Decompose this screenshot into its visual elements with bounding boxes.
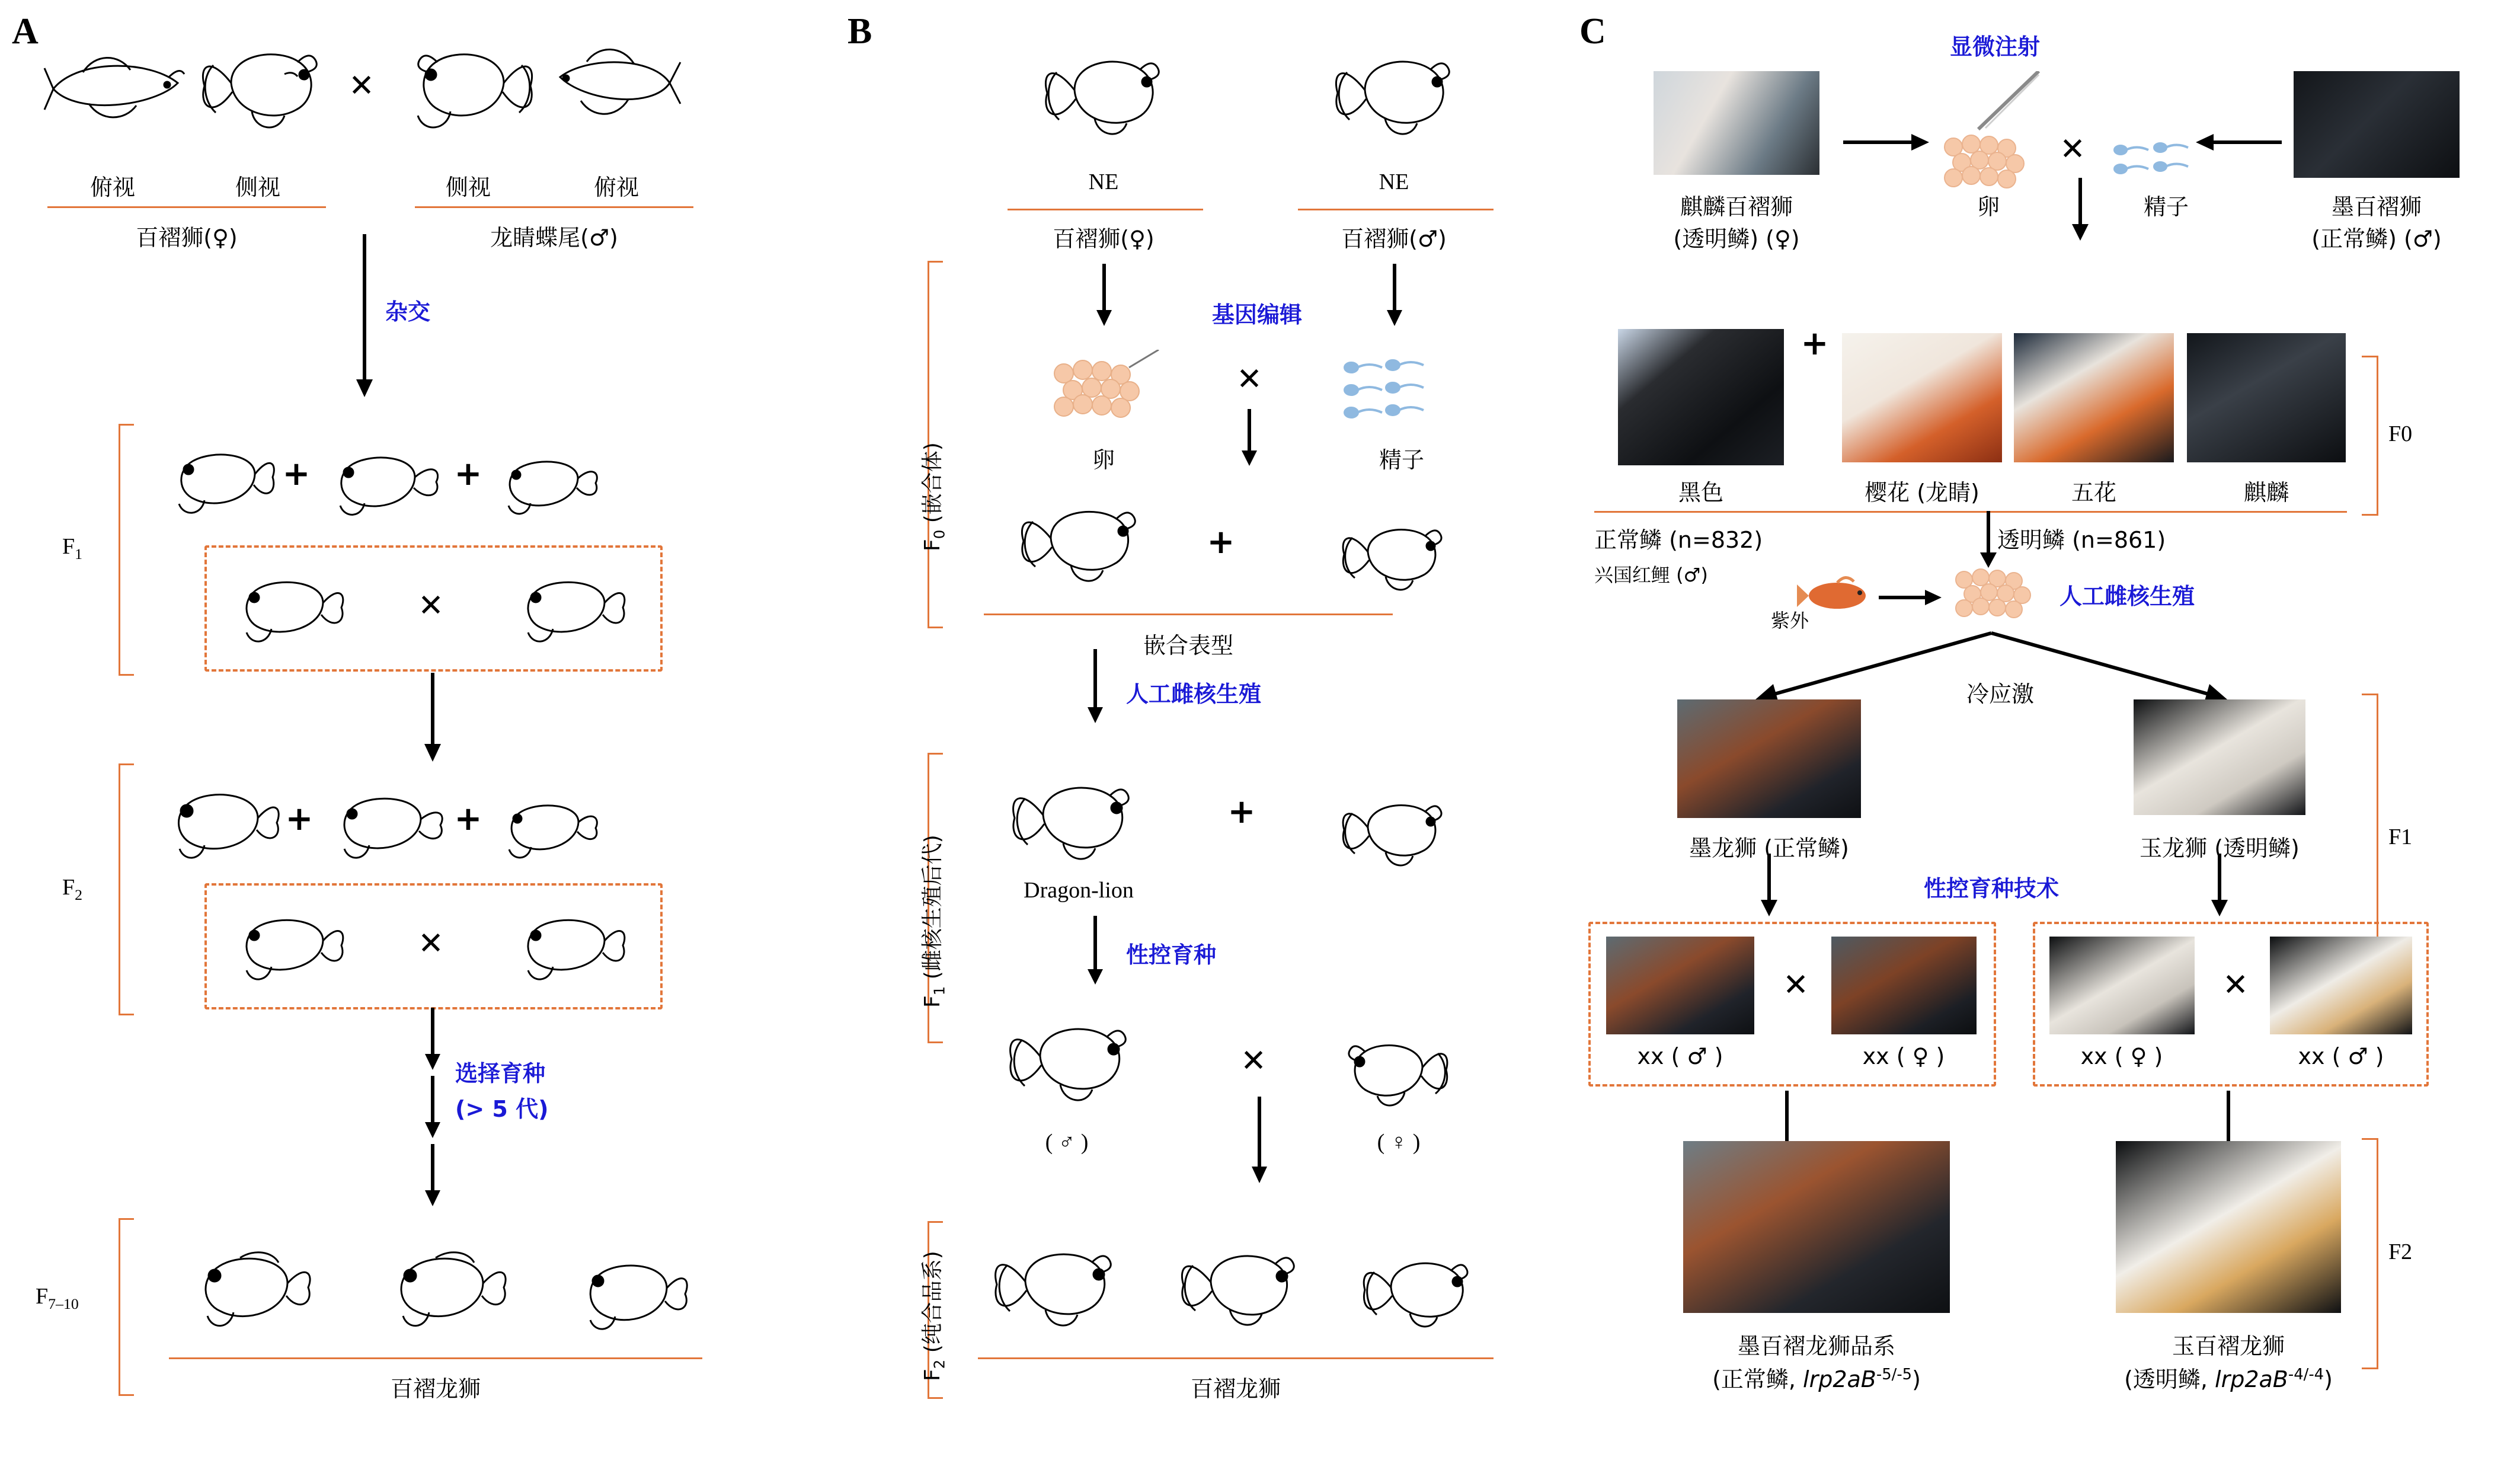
fish-schematic-f2-2 (323, 777, 447, 868)
arrow-f1-left-down (1757, 854, 1781, 919)
bracket-f2-line (119, 763, 120, 1015)
label-cross-right-male: xx ( ♂ ) (2298, 1043, 2384, 1069)
photo-f2-left (1683, 1141, 1950, 1313)
label-hybridization: 杂交 (385, 299, 431, 325)
label-uv: 紫外 (1770, 609, 1809, 632)
label-view-dorsal-1: 俯视 (89, 174, 136, 200)
arrow-selection-3 (421, 1144, 444, 1209)
f2-right-allele: -4/-4 (2288, 1366, 2324, 1384)
cross-symbol-f1: ✕ (418, 588, 444, 624)
bracket-b-f1-top (928, 753, 943, 755)
cross-symbol-c-left: ✕ (1783, 967, 1809, 1003)
label-cross-right-female: xx ( ♀ ) (2080, 1043, 2163, 1069)
bracket-f1-line (119, 424, 120, 676)
rule-b-f0 (984, 614, 1393, 615)
f2-right-gene: lrp2aB (2215, 1366, 2288, 1392)
fish-schematic-b-f0-2 (1333, 507, 1452, 596)
photo-f0-black (1618, 329, 1784, 465)
label-view-lateral-2: 侧视 (445, 174, 491, 200)
bracket-b-f2-top (928, 1221, 943, 1223)
plus-f2-2: + (454, 800, 482, 838)
rule-b-parent-left (1008, 209, 1203, 210)
label-f0-black: 黑色 (1678, 480, 1724, 506)
label-c-f2: F2 (2388, 1239, 2413, 1264)
bracket-f1-bottom (119, 674, 134, 676)
panel-letter-c: C (1579, 11, 1606, 52)
plus-c-f0: + (1801, 324, 1829, 363)
photo-f0-wuhua (2014, 333, 2174, 462)
label-b-female-mark: ( ♀ ) (1377, 1130, 1421, 1155)
label-generation-f710: $F_{7-10}$ (36, 1284, 79, 1313)
arrow-b-fertilize (1239, 409, 1260, 468)
panel-letter-b: B (848, 11, 872, 52)
carp-photo-icon (1796, 569, 1885, 622)
label-f0-wuhua: 五花 (2071, 480, 2117, 506)
label-parent-female-a: 百褶狮(♀) (136, 225, 238, 251)
label-f2-right-line1: 玉百褶龙狮 (2172, 1333, 2285, 1359)
cross-symbol-a1: ✕ (348, 68, 375, 104)
fish-schematic-a-top-2 (196, 30, 332, 142)
label-gene-editing: 基因编辑 (1212, 302, 1303, 328)
label-b-parent-male: 百褶狮(♂) (1341, 226, 1447, 252)
bracket-c-f2-line (2377, 1138, 2378, 1369)
bracket-b-f0-top (928, 261, 943, 263)
plus-b-f0: + (1207, 523, 1235, 561)
bracket-f710-line (119, 1218, 120, 1396)
rule-c-f0 (1594, 511, 2347, 513)
arrow-c-to-egg (1843, 127, 1932, 157)
bracket-b-f1-bottom (928, 1041, 943, 1043)
photo-cross-right-female (2049, 937, 2195, 1034)
label-b-sex-control: 性控育种 (1126, 942, 1217, 968)
label-c-egg: 卵 (1977, 194, 2000, 220)
label-c-gynogenesis: 人工雌核生殖 (2060, 583, 2195, 609)
fish-schematic-f1-3 (489, 442, 607, 525)
fish-schematic-b-parent-l (1034, 36, 1171, 142)
arrow-f1-to-f2 (421, 673, 444, 765)
bracket-f2-bottom (119, 1014, 134, 1015)
label-ne-left: NE (1088, 170, 1119, 194)
label-c-f1: F1 (2388, 825, 2413, 849)
label-b-male-mark: ( ♂ ) (1045, 1130, 1089, 1155)
f2-right-scale-pre: (透明鳞, (2124, 1366, 2215, 1392)
fish-schematic-f2-cross-l (225, 898, 350, 990)
fish-schematic-a-top-3 (403, 30, 539, 142)
label-dragon-lion: Dragon-lion (1024, 878, 1134, 903)
bracket-f710-bottom (119, 1394, 134, 1396)
photo-black-father (2294, 71, 2460, 178)
fish-schematic-f710-2 (379, 1233, 516, 1340)
arrow-b-egg (1093, 264, 1115, 329)
label-view-dorsal-2: 俯视 (593, 174, 639, 200)
fish-schematic-b-f1-1 (1002, 762, 1141, 868)
label-c-sperm: 精子 (2143, 194, 2189, 220)
label-b-f2: $F_2$ (纯合品系) (920, 1251, 948, 1381)
fish-schematic-f710-3 (569, 1242, 696, 1340)
plus-f1-1: + (282, 455, 311, 493)
arrow-selection-2 (421, 1076, 444, 1141)
fish-schematic-a-top-1 (41, 41, 196, 130)
label-chimera-phenotype: 嵌合表型 (1143, 632, 1234, 659)
cross-symbol-f2: ✕ (418, 926, 444, 961)
label-microinjection: 显微注射 (1950, 34, 2041, 60)
label-selective-breeding: 选择育种 (455, 1060, 546, 1087)
photo-f0-kirin (2187, 333, 2346, 462)
fish-schematic-f1-cross-r (507, 560, 631, 652)
bracket-c-f2-top (2362, 1138, 2377, 1140)
arrow-c-to-gyno (1977, 511, 2000, 570)
sperm-cluster-c (2110, 139, 2222, 187)
f2-left-scale-pre: (正常鳞, (1712, 1366, 1803, 1392)
label-b-parent-female: 百褶狮(♀) (1053, 226, 1155, 252)
f2-left-gene: lrp2aB (1803, 1366, 1876, 1392)
arrow-c-fertilize (2068, 178, 2092, 243)
f2-right-scale-post: ) (2324, 1366, 2333, 1392)
photo-cross-left-female (1831, 937, 1977, 1034)
label-f2-right-line2 (2124, 1361, 2333, 1394)
label-ne-right: NE (1379, 170, 1409, 194)
egg-cluster-c (1938, 129, 2039, 194)
label-sex-control-tech: 性控育种技术 (1923, 876, 2060, 902)
label-father-line2: (正常鳞) (♂) (2311, 226, 2442, 252)
cross-symbol-c1: ✕ (2060, 132, 2086, 167)
fish-schematic-a-top-4 (545, 36, 687, 136)
fish-schematic-f2-cross-r (507, 898, 631, 990)
fish-schematic-f2-3 (491, 785, 606, 868)
label-b-sperm: 精子 (1379, 447, 1425, 473)
egg-cluster-b (1046, 350, 1165, 427)
rule-b-parent-right (1298, 209, 1494, 210)
label-father-line1: 墨百褶狮 (2331, 194, 2422, 220)
label-transparent-scale-count: 透明鳞 (n=861) (1997, 527, 2166, 553)
arrow-b-gynogenesis (1085, 649, 1106, 726)
label-b-gynogenesis: 人工雌核生殖 (1126, 681, 1262, 707)
photo-f1-black-dragon (1677, 699, 1861, 818)
cross-symbol-c-right: ✕ (2222, 967, 2249, 1003)
label-f2-left-line1: 墨百褶龙狮品系 (1737, 1333, 1896, 1359)
arrow-c-uv (1879, 584, 1944, 611)
fish-schematic-b-f2-1 (984, 1227, 1123, 1337)
label-cross-left-male: xx ( ♂ ) (1637, 1043, 1723, 1069)
fish-schematic-f710-1 (184, 1233, 320, 1340)
fish-schematic-b-f2-3 (1354, 1239, 1479, 1337)
label-f2-left-line2 (1712, 1361, 1921, 1394)
bracket-f1-top (119, 424, 134, 426)
plus-b-f1: + (1227, 793, 1256, 831)
fish-schematic-b-male (999, 1002, 1138, 1111)
photo-f1-jade-dragon (2134, 699, 2305, 815)
f2-left-allele: -5/-5 (1876, 1366, 1913, 1384)
egg-cluster-c2 (1950, 563, 2045, 625)
plus-f1-2: + (454, 455, 482, 493)
label-b-egg: 卵 (1092, 447, 1115, 473)
bracket-b-f0-bottom (928, 627, 943, 628)
arrow-hybridization (353, 234, 376, 400)
bracket-f710-top (119, 1218, 134, 1220)
label-generation-f1: $F_1$ (62, 534, 83, 563)
label-mother-line1: 麒麟百褶狮 (1680, 194, 1793, 220)
label-normal-scale-count: 正常鳞 (n=832) (1594, 527, 1763, 553)
label-f1-right: 玉龙狮 (透明鳞) (2140, 835, 2300, 861)
label-generation-f2: $F_2$ (62, 875, 83, 904)
label-view-lateral-1: 侧视 (235, 174, 281, 200)
photo-kirin-mother (1654, 71, 1819, 175)
plus-f2-1: + (285, 800, 314, 838)
rule-a-result (169, 1357, 702, 1359)
label-a-result: 百褶龙狮 (390, 1376, 481, 1402)
label-b-result: 百褶龙狮 (1190, 1376, 1281, 1402)
fish-schematic-f1-2 (320, 436, 439, 525)
photo-f2-right (2116, 1141, 2341, 1313)
injection-needle-icon (1968, 71, 2051, 136)
bracket-b-f2-bottom (928, 1397, 943, 1399)
label-f0-sakura: 樱花 (龙睛) (1865, 480, 1979, 506)
bracket-c-f2-bottom (2362, 1367, 2377, 1369)
rule-b-result (978, 1357, 1494, 1359)
label-b-f1: $F_1$ (雌核生殖后代) (920, 835, 948, 1008)
f2-left-scale-post: ) (1912, 1366, 1921, 1392)
arrow-b-sexcontrol (1085, 916, 1106, 987)
cross-symbol-b2: ✕ (1240, 1043, 1267, 1079)
fish-schematic-f1-1 (160, 433, 279, 522)
bracket-c-f0-line (2377, 356, 2378, 516)
label-f1-left: 墨龙狮 (正常鳞) (1689, 835, 1849, 861)
arrow-f1-right-down (2208, 854, 2231, 919)
label-f0-kirin: 麒麟 (2243, 480, 2289, 506)
photo-f0-sakura (1842, 333, 2002, 462)
rule-parent-right (415, 206, 693, 208)
label-b-f0: $F_0$ (嵌合体) (920, 442, 948, 551)
label-cross-left-female: xx ( ♀ ) (1862, 1043, 1945, 1069)
cross-symbol-b1: ✕ (1236, 362, 1262, 397)
photo-cross-left-male (1606, 937, 1754, 1034)
label-cold-shock: 冷应激 (1966, 681, 2035, 707)
fish-schematic-f2-1 (157, 771, 284, 868)
label-mother-line2: (透明鳞) (♀) (1673, 226, 1800, 252)
fish-schematic-b-f2-2 (1171, 1230, 1304, 1337)
fish-schematic-b-f1-2 (1333, 782, 1452, 871)
rule-parent-left (47, 206, 326, 208)
fish-schematic-b-female (1336, 1023, 1458, 1114)
bracket-c-f1-top (2362, 694, 2377, 695)
panel-letter-a: A (12, 11, 39, 52)
bracket-c-f0-bottom (2362, 514, 2377, 516)
arrow-b-sperm (1384, 264, 1405, 329)
fish-schematic-b-parent-r (1325, 36, 1461, 142)
bracket-f2-top (119, 763, 134, 765)
arrow-b-f2 (1249, 1097, 1270, 1186)
fish-schematic-b-f0-1 (1010, 486, 1147, 590)
fish-schematic-f1-cross-l (225, 560, 350, 652)
label-selective-breeding-gens: (> 5 代) (455, 1096, 549, 1122)
label-c-f0: F0 (2388, 421, 2413, 446)
photo-cross-right-male (2270, 937, 2412, 1034)
sperm-cluster-b (1339, 356, 1458, 427)
bracket-c-f0-top (2362, 356, 2377, 357)
label-xingguo-carp: 兴国红鲤 (♂) (1594, 564, 1708, 586)
arrow-selection-1 (421, 1008, 444, 1073)
label-parent-male-a: 龙睛蝶尾(♂) (490, 225, 618, 251)
